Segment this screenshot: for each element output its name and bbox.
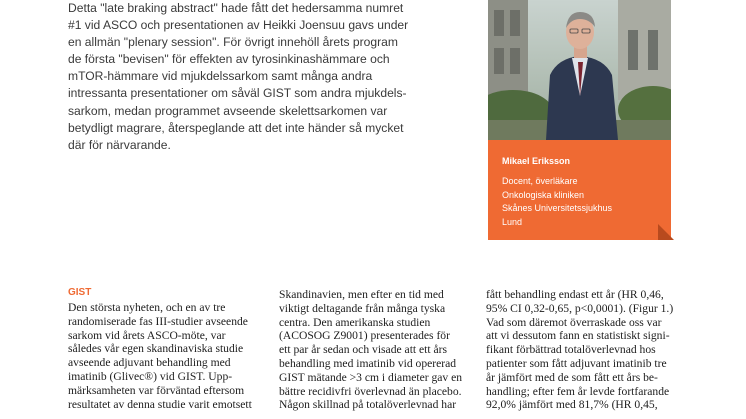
author-role-line: Onkologiska kliniken [502, 189, 585, 200]
author-caption [488, 140, 671, 240]
column-line: avseende adjuvant behandling med [68, 356, 231, 370]
column-line: imatinib (Glivec®) vid GIST. Upp- [68, 369, 233, 383]
intro-line: de första "bevisen" för effekten av tyrosinkinashämmare och [68, 52, 390, 67]
author-role-line: Skånes Universitetssjukhus [502, 203, 613, 213]
author-photo-illustration [488, 0, 671, 140]
column-line: således vår egen skandinaviska studie [68, 342, 244, 356]
column-line: år jämfört med de som fått ett års be- [486, 370, 658, 384]
column-line: randomiserade fas III-studier avseende [68, 314, 248, 328]
intro-line: där för närvarande. [68, 137, 171, 152]
column-line: Den största nyheten, och en av tre [68, 301, 226, 314]
column-line: ett par år sedan och visade att ett års [279, 343, 448, 357]
column-line: Någon skillnad på totalöverlevnad har [279, 398, 457, 412]
column-line: centra. Den amerikanska studien [279, 315, 431, 329]
column-line: fikant förbättrad totalöverlevnad hos [486, 343, 656, 357]
article-column-2 [279, 288, 479, 412]
intro-paragraph [68, 0, 420, 154]
column-line: fått behandling endast ett år (HR 0,46, [486, 288, 664, 301]
caption-corner-fold [658, 224, 674, 240]
article-column-3 [486, 288, 686, 412]
column-line: patienter som fått adjuvant imatinib tre [486, 356, 667, 370]
column-line: viktigt deltagande från många tyska [279, 301, 446, 315]
column-line: 95% CI 0,32-0,65, p<0,0001). (Figur 1.) [486, 301, 674, 315]
intro-line: betydligt magrare, återspeglande att det inte händer så mycket [68, 120, 404, 135]
column-line: sarkom vid årets ASCO-möte, var [68, 328, 226, 342]
column-line: resultatet av denna studie varit emotsett [68, 397, 252, 411]
author-photo [488, 0, 671, 140]
column-line: bättre recidivfri överlevnad än placebo. [279, 384, 462, 398]
section-heading: GIST [68, 287, 92, 298]
intro-line: mTOR-hämmare vid mjukdelssarkom samt många andra [68, 69, 373, 84]
author-role [502, 175, 612, 229]
column-line: att vi dessutom fann en statistiskt signi- [486, 329, 670, 343]
column-line: Vad som däremot överraskade oss var [486, 315, 662, 329]
intro-line: intressanta presentationer om såväl GIST som andra mjukdels- [68, 86, 407, 101]
column-line: (ACOSOG Z9001) presenterades för [279, 329, 450, 343]
author-name: Mikael Eriksson [502, 156, 571, 166]
column-line: handling; efter fem år levde fortfarande [486, 384, 670, 398]
intro-line: Detta "late braking abstract" hade fått det hedersamma numret [68, 1, 404, 15]
intro-line: en allmän "plenary session". För övrigt innehöll årets program [68, 35, 398, 50]
column-line: behandling med imatinib vid opererad [279, 356, 457, 370]
column-line: Skandinavien, men efter en tid med [279, 288, 444, 301]
intro-line: sarkom, medan programmet avseende skelettsarkomen var [68, 103, 388, 118]
column-line: GIST mätande >3 cm i diameter gav en [279, 370, 463, 384]
column-line: 92,0% jämfört med 81,7% (HR 0,45, [486, 398, 658, 412]
author-role-line: Docent, överläkare [502, 176, 578, 186]
author-role-line: Lund [502, 216, 523, 227]
column-line: märksamheten var förväntad eftersom [68, 383, 245, 397]
intro-line: #1 vid ASCO och presentationen av Heikki Joensuu gavs under [68, 18, 409, 33]
article-column-1 [68, 286, 273, 411]
